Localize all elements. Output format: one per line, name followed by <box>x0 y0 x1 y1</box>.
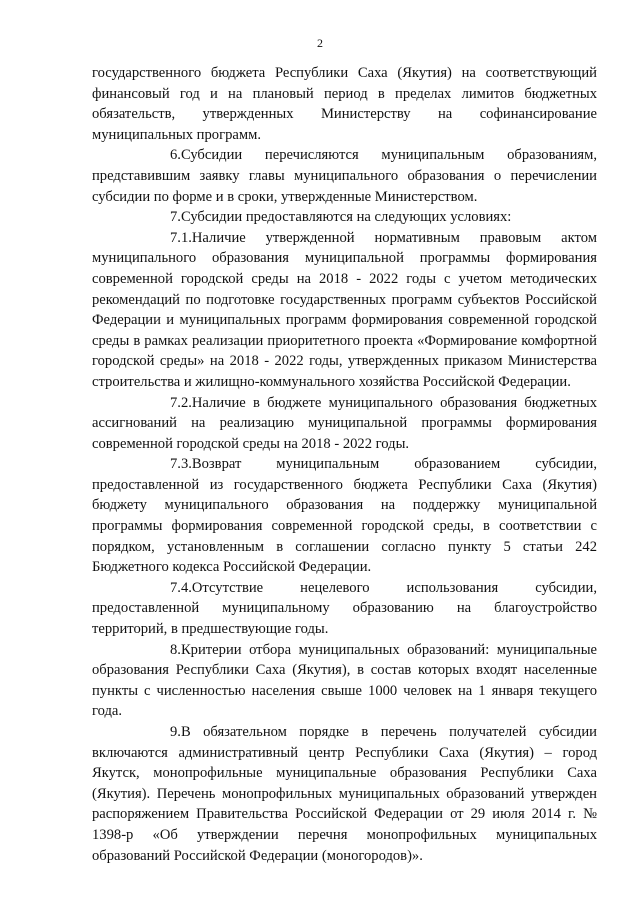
paragraph-number: 7.3. <box>170 456 192 473</box>
paragraph <box>92 145 597 207</box>
paragraph-number: 7.4. <box>170 579 192 596</box>
paragraph-number: 9. <box>170 724 181 740</box>
paragraph <box>92 207 597 228</box>
paragraph-text: Критерии отбора муниципальных образований: муниципальные образования Республики Саха (Якутия), в состав которых входят населенные пункты с численностью населения свыше 1000 человек на 1 января текущего года. <box>92 641 597 720</box>
paragraph-number: 6. <box>170 147 181 164</box>
paragraph <box>92 228 597 393</box>
paragraph-text: Субсидии перечисляются муниципальным образованиям, представившим заявку главы муниципального образования о перечислении субсидии по форме и в сроки, утвержденные Министерством. <box>92 147 597 205</box>
paragraph-number: 7. <box>170 209 181 226</box>
paragraph-text: государственного бюджета Республики Саха (Якутия) на соответствующий финансовый год и на плановый период в пределах лимитов бюджетных обязательств, утвержденных Министерству на софинансирование муниципальных программ. <box>92 65 597 143</box>
paragraph-text: Наличие утвержденной нормативным правовым актом муниципального образования муниципальной программы формирования современной городской среды на 2018 - 2022 годы с учетом методических рекомендаций по подготовке государственных программ субъектов Российской Федерации и муниципальных программ формирования современной городской среды в рамках реализации приоритетного проекта «Формирование комфортной городской среды» на 2018 - 2022 годы, утвержденных приказом Министерства строительства и жилищно-коммунального хозяйства Российской Федерации. <box>92 229 597 390</box>
paragraph-text: Субсидии предоставляются на следующих условиях: <box>180 209 512 226</box>
paragraph <box>92 393 597 455</box>
paragraph-number: 8. <box>170 641 181 658</box>
paragraph <box>92 578 597 640</box>
page-number: 2 <box>317 36 323 50</box>
paragraph-text: Возврат муниципальным образованием субсидии, предоставленной из государственного бюджета Республики Саха (Якутия) бюджету муниципального образования на поддержку муниципальной программы формирования современной городской среды, в соответствии с порядком, установленным в соглашении согласно пункту 5 статьи 242 Бюджетного кодекса Российской Федерации. <box>92 456 597 576</box>
paragraph-text: В обязательном порядке в перечень получателей субсидии включаются административный центр Республики Саха (Якутия) – город Якутск, монопрофильные муниципальные образования Республики Саха (Якутия). Перечень монопрофильных муниципальных образований утвержден распоряжением Правительства Российской Федерации от 29 июля 2014 г. № 1398-р «Об утверждении перечня монопрофильных муниципальных образований Российской Федерации (моногородов)». <box>92 724 597 864</box>
document-body <box>92 63 597 866</box>
paragraph-text: Отсутствие нецелевого использования субсидии, предоставленной муниципальному образованию на благоустройство территорий, в предшествующие годы. <box>92 579 597 638</box>
paragraph <box>92 63 597 145</box>
paragraph <box>92 722 597 866</box>
paragraph-text: Наличие в бюджете муниципального образования бюджетных ассигнований на реализацию муниципальной программы формирования современной городской среды на 2018 - 2022 годы. <box>92 394 597 452</box>
paragraph-number: 7.2. <box>170 394 192 411</box>
paragraph <box>92 454 597 578</box>
paragraph <box>92 640 597 722</box>
paragraph-number: 7.1. <box>170 229 192 246</box>
